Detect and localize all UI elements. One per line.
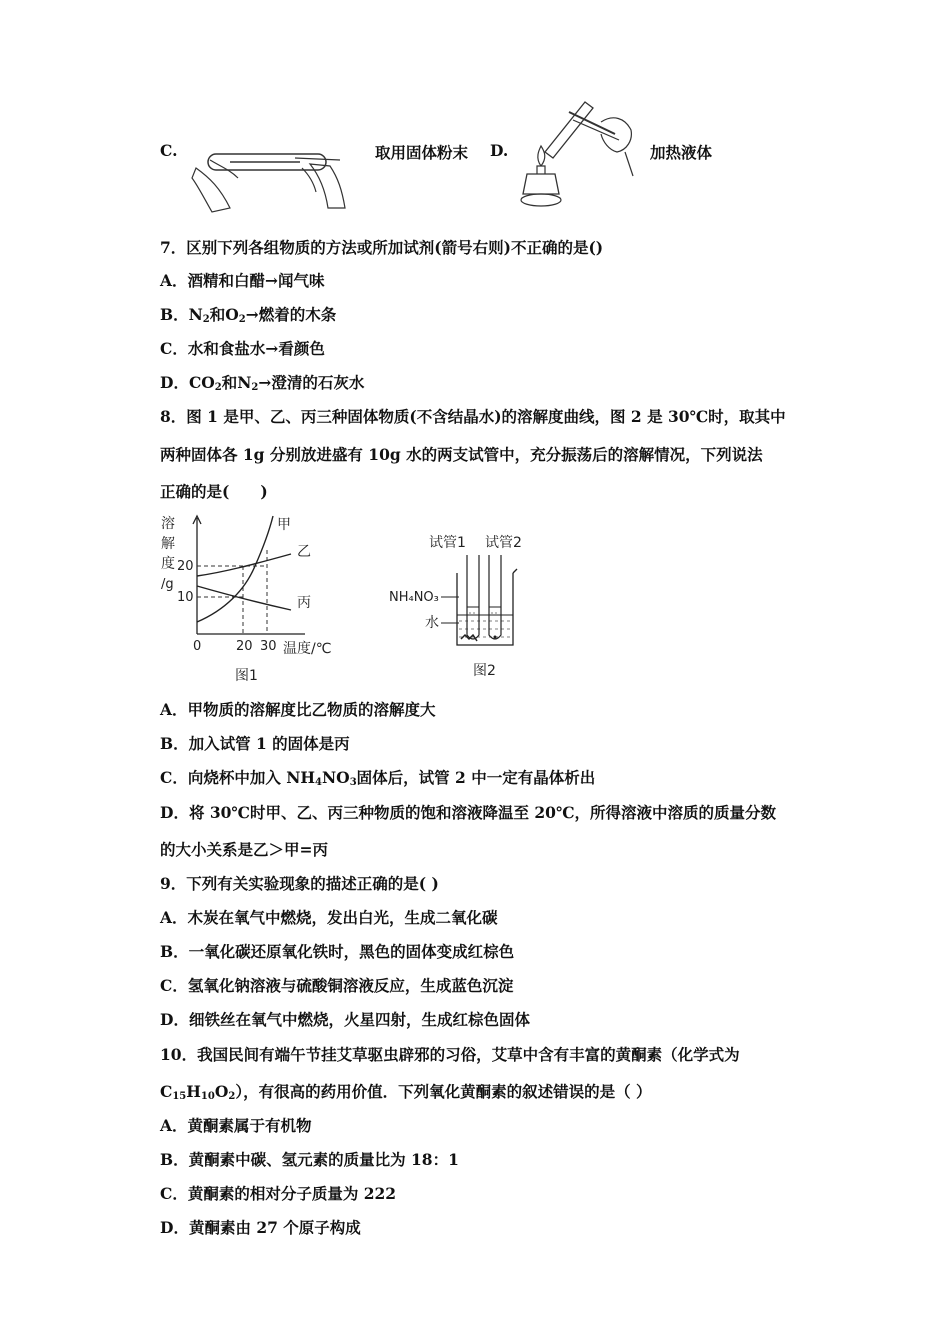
q10-stem-line1: 10．我国民间有端午节挂艾草驱虫辟邪的习俗，艾草中含有丰富的黄酮素（化学式为	[160, 1045, 740, 1064]
test-tube-1	[467, 555, 479, 639]
test-tube-2	[489, 555, 501, 639]
fig2-tube1-label: 试管1	[429, 535, 466, 551]
q10-option-c: C．黄酮素的相对分子质量为 222	[160, 1184, 397, 1203]
fig1-xtick: 0	[193, 639, 202, 654]
q10-stem-line2: $C_{15}H_{10}O_2$），有很高的药用价值．下列氧化黄酮素的叙述错误的是（ ）	[160, 1082, 652, 1102]
q8-option-b: B．加入试管 1 的固体是丙	[160, 734, 350, 753]
fig1-ylabel-char: 解	[161, 536, 175, 552]
q6-option-c-text: 取用固体粉末	[375, 143, 469, 162]
fig1-ylabel-char: 度	[161, 556, 175, 572]
q9-option-c: C．氢氧化钠溶液与硫酸铜溶液反应，生成蓝色沉淀	[160, 976, 514, 995]
fig1-xtick: 30	[260, 639, 277, 654]
q10-option-a: A．黄酮素属于有机物	[160, 1116, 312, 1135]
q8-option-a: A．甲物质的溶解度比乙物质的溶解度大	[160, 700, 436, 719]
q7-option-b: B．$N_2$和$O_2\to$燃着的木条	[160, 305, 337, 325]
fig1-ytick: 10	[177, 590, 194, 605]
fig2-salt-label: NH₄NO₃	[389, 590, 439, 605]
q7-option-a: A．酒精和白醋→闻气味	[160, 271, 325, 290]
q8-stem-line2: 两种固体各 1g 分别放进盛有 10g 水的两支试管中，充分振荡后的溶解情况，下列说法	[160, 445, 763, 464]
q6-option-d-label: D.	[490, 141, 509, 160]
solubility-curve-figure	[155, 510, 355, 688]
q10-option-b: B．黄酮素中碳、氢元素的质量比为 18：1	[160, 1150, 459, 1169]
q9-option-b: B．一氧化碳还原氧化铁时，黑色的固体变成红棕色	[160, 942, 515, 961]
beaker	[457, 573, 513, 645]
fig1-series-label: 甲	[277, 517, 291, 533]
fig1-xtick: 20	[236, 639, 253, 654]
fig1-caption: 图1	[235, 668, 258, 684]
fig1-series-label: 丙	[297, 595, 311, 611]
fig1-ylabel-char: 溶	[161, 516, 175, 532]
heating-liquid-illustration	[515, 92, 640, 212]
powder-tube-illustration	[190, 138, 350, 218]
q6-option-c-label: C.	[160, 141, 178, 160]
q6-option-d-text: 加热液体	[650, 143, 713, 162]
fig1-ytick: 20	[177, 559, 194, 574]
q8-stem-line3: 正确的是( )	[160, 482, 268, 501]
q8-stem-line1: 8．图 1 是甲、乙、丙三种固体物质(不含结晶水)的溶解度曲线，图 2 是 30℃时，取其中	[160, 407, 786, 426]
fig1-xlabel: 温度/℃	[283, 641, 332, 657]
q8-option-c: C．向烧杯中加入 $NH_4NO_3$固体后，试管 2 中一定有晶体析出	[160, 768, 596, 788]
fig1-series-label: 乙	[297, 544, 311, 560]
test-tube-figure	[385, 525, 545, 685]
curve-bing	[197, 586, 291, 610]
q8-option-d-line1: D．将 30℃时甲、乙、丙三种物质的饱和溶液降温至 20℃，所得溶液中溶质的质量分数	[160, 803, 777, 822]
curve-yi	[197, 554, 291, 576]
fig2-water-label: 水	[425, 615, 439, 631]
fig1-ylabel-char: /g	[161, 577, 174, 592]
q9-stem: 9．下列有关实验现象的描述正确的是( )	[160, 874, 439, 893]
q10-option-d: D．黄酮素由 27 个原子构成	[160, 1218, 361, 1237]
q8-option-d-line2: 的大小关系是乙＞甲=丙	[160, 840, 328, 859]
fig2-caption: 图2	[473, 663, 496, 679]
q9-option-a: A．木炭在氧气中燃烧，发出白光，生成二氧化碳	[160, 908, 498, 927]
fig2-tube2-label: 试管2	[485, 535, 522, 551]
q9-option-d: D．细铁丝在氧气中燃烧，火星四射，生成红棕色固体	[160, 1010, 530, 1029]
q7-option-d: D．$CO_2$和$N_2\to$澄清的石灰水	[160, 373, 365, 393]
q7-option-c: C．水和食盐水→看颜色	[160, 339, 325, 358]
q7-stem: 7．区别下列各组物质的方法或所加试剂(箭号右则)不正确的是()	[160, 238, 604, 257]
